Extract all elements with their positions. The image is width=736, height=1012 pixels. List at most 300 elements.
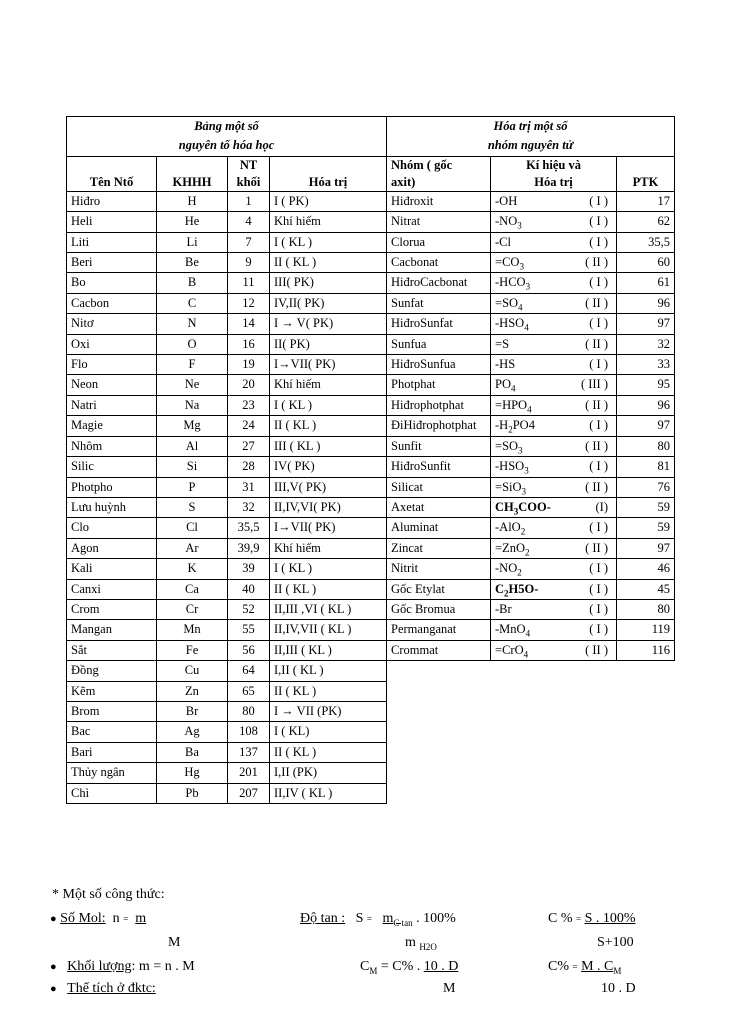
element-mass: 19 [228,355,270,375]
empty-cell [387,681,675,701]
group-valence: ( I ) [589,622,609,637]
concentration-formula-1 [548,910,636,928]
group-formula-tail: H5O- [508,581,539,596]
header-formula-line2: Hóa trị [534,174,573,189]
header-ptk: PTK [617,156,675,191]
group-ptk: 61 [617,273,675,293]
element-name: Brom [67,701,157,721]
group-formula [491,497,617,517]
cpct2-denominator: 10 . D [601,981,636,996]
element-mass: 137 [228,742,270,762]
element-valence: I ( KL ) [270,559,387,579]
mass-formula [50,958,195,976]
table-row [67,273,675,293]
cpct2-numerator [581,959,621,974]
group-formula [491,232,617,252]
group-valence: ( II ) [585,479,609,494]
group-formula-text: =SO [495,438,519,453]
element-valence: I ( KL ) [270,232,387,252]
element-name: Flo [67,355,157,375]
element-symbol: Be [157,253,228,273]
cpct2-lhs: C% [548,959,569,974]
group-valence: ( II ) [585,438,609,453]
group-formula-sub: 2 [517,567,522,578]
group-ptk: 119 [617,620,675,640]
element-name: Nhôm [67,436,157,456]
group-formula-sub: 4 [518,302,523,313]
group-ptk: 35,5 [617,232,675,252]
group-formula [491,273,617,293]
element-symbol: Ar [157,538,228,558]
left-title-line1: Bảng một số [194,119,259,133]
group-formula-text: =SiO [495,479,522,494]
element-valence: I→VII( PK) [270,355,387,375]
cpct1-lhs: C % [548,911,573,926]
table-row [67,599,675,619]
element-symbol: Ca [157,579,228,599]
right-title [387,117,675,157]
group-formula-sub: 3 [525,281,531,292]
element-valence: III,V( PK) [270,477,387,497]
group-name: Gốc Bromua [387,599,491,619]
table-row [67,497,675,517]
element-symbol: Na [157,395,228,415]
element-mass: 11 [228,273,270,293]
group-formula [491,518,617,538]
table-row [67,457,675,477]
header-formula-line1: Kí hiệu và [526,157,581,172]
element-valence: II,IV,VI( PK) [270,497,387,517]
element-valence: I ( KL ) [270,395,387,415]
element-name: Agon [67,538,157,558]
element-symbol: B [157,273,228,293]
group-formula-text: =ZnO [495,540,525,555]
bullet-icon: ● [50,983,57,995]
group-formula-sub: 4 [525,628,531,639]
element-valence: Khí hiếm [270,538,387,558]
element-valence: II,IV,VII ( KL ) [270,620,387,640]
element-valence: Khí hiếm [270,212,387,232]
empty-cell [387,763,675,783]
element-name: Hiđro [67,191,157,211]
header-name: Tên Ntố [67,156,157,191]
group-valence: ( I ) [589,357,609,372]
element-symbol: Si [157,457,228,477]
element-valence: II ( KL ) [270,253,387,273]
element-valence: IV( PK) [270,457,387,477]
element-mass: 31 [228,477,270,497]
group-ptk: 17 [617,191,675,211]
element-mass: 39,9 [228,538,270,558]
solubility-tail: . 100% [416,911,456,926]
element-symbol: Al [157,436,228,456]
group-ptk: 62 [617,212,675,232]
element-name: Photpho [67,477,157,497]
element-name: Đồng [67,661,157,681]
group-formula [491,395,617,415]
element-valence: II,III ( KL ) [270,640,387,660]
group-valence: ( II ) [585,642,609,657]
group-name: Photphat [387,375,491,395]
group-formula-sub: 3 [513,506,519,517]
cm-lhs-sub: M [369,965,378,976]
element-mass: 207 [228,783,270,803]
element-symbol: Cl [157,518,228,538]
formulas-heading: * Một số công thức: [52,887,165,902]
header-symbol: KHHH [157,156,228,191]
element-mass: 20 [228,375,270,395]
element-name: Canxi [67,579,157,599]
element-symbol: O [157,334,228,354]
group-formula [491,293,617,313]
element-valence: II( PK) [270,334,387,354]
table-row [67,395,675,415]
element-name: Kẽm [67,681,157,701]
group-formula [491,314,617,334]
table-row [67,620,675,640]
table-row [67,763,675,783]
table-row [67,742,675,762]
table-row [67,640,675,660]
element-name: Nitơ [67,314,157,334]
element-symbol: Cu [157,661,228,681]
cm-rest: = C% . [380,959,421,974]
left-title [67,117,387,157]
cpct2-eq: = [572,962,578,972]
cpct2-num-text: M . C [581,959,614,974]
element-name: Lưu huỳnh [67,497,157,517]
group-formula-sub: 4 [527,404,532,415]
solubility-S: S [355,911,364,926]
empty-cell [387,661,675,681]
element-mass: 201 [228,763,270,783]
group-formula-tail: PO4 [512,418,535,433]
group-formula [491,477,617,497]
table-row [67,375,675,395]
element-symbol: Hg [157,763,228,783]
molarity-formula [360,958,458,976]
mass-rest: : m = n . M [131,959,195,974]
group-name: Hiđroxit [387,191,491,211]
group-ptk: 46 [617,559,675,579]
group-ptk: 45 [617,579,675,599]
solubility-denominator [405,934,437,952]
element-mass: 7 [228,232,270,252]
element-symbol: Pb [157,783,228,803]
element-mass: 24 [228,416,270,436]
group-ptk: 80 [617,436,675,456]
group-name: ĐiHiđrophotphat [387,416,491,436]
group-formula-text: =CO [495,255,520,270]
element-valence: III ( KL ) [270,436,387,456]
table-row [67,477,675,497]
cm-denominator: M [443,981,456,996]
group-name: Axetat [387,497,491,517]
group-valence: ( III ) [580,377,609,392]
volume-label: Thể tích ở đktc: [67,981,156,996]
group-ptk: 116 [617,640,675,660]
empty-cell [387,742,675,762]
element-name: Bo [67,273,157,293]
group-valence: ( II ) [585,397,609,412]
group-ptk: 59 [617,518,675,538]
group-formula-text: C [495,581,505,596]
group-formula [491,212,617,232]
group-valence: ( I ) [589,214,609,229]
header-group [387,156,491,191]
group-formula [491,416,617,436]
element-mass: 65 [228,681,270,701]
element-valence: II,IV ( KL ) [270,783,387,803]
table-row [67,293,675,313]
group-ptk: 76 [617,477,675,497]
element-name: Bac [67,722,157,742]
group-name: HiđroSunfua [387,355,491,375]
empty-cell [387,722,675,742]
element-symbol: N [157,314,228,334]
group-name: Clorua [387,232,491,252]
group-valence: ( I ) [589,275,609,290]
group-valence: ( I ) [589,581,609,596]
table-row [67,436,675,456]
group-formula-text: PO [495,377,511,392]
group-valence: ( II ) [585,295,609,310]
element-symbol: K [157,559,228,579]
solubility-num-m: m [382,911,394,926]
group-formula-text: =CrO [495,642,524,657]
group-ptk: 96 [617,293,675,313]
mol-m: m [135,911,147,926]
element-name: Crom [67,599,157,619]
element-valence: I → VII (PK) [270,701,387,721]
element-name: Sắt [67,640,157,660]
table-row [67,722,675,742]
group-valence: ( II ) [585,540,609,555]
group-ptk: 33 [617,355,675,375]
group-formula-text: -NO [495,561,518,576]
group-valence: ( I ) [589,520,609,535]
group-ptk: 32 [617,334,675,354]
element-name: Magie [67,416,157,436]
element-valence: I → V( PK) [270,314,387,334]
element-mass: 80 [228,701,270,721]
element-symbol: Mg [157,416,228,436]
mol-formula [50,910,146,928]
element-symbol: Ne [157,375,228,395]
group-formula-text: -HCO [495,275,526,290]
group-formula [491,559,617,579]
element-valence: II ( KL ) [270,416,387,436]
element-mass: 35,5 [228,518,270,538]
table-row [67,232,675,252]
group-name: Sunfat [387,293,491,313]
group-formula-sub: 4 [523,649,529,660]
group-ptk: 59 [617,497,675,517]
element-valence: II,III ,VI ( KL ) [270,599,387,619]
group-ptk: 60 [617,253,675,273]
element-symbol: C [157,293,228,313]
element-mass: 16 [228,334,270,354]
element-mass: 55 [228,620,270,640]
element-mass: 4 [228,212,270,232]
group-formula-text: CH [495,499,514,514]
right-title-line2: nhóm nguyên tử [487,138,574,153]
group-name: HiđroSunfit [387,457,491,477]
group-valence: ( II ) [585,336,609,351]
element-mass: 1 [228,191,270,211]
group-valence: ( I ) [589,234,609,249]
group-formula [491,620,617,640]
header-mass-line1: NT [239,157,258,172]
header-row [67,156,675,191]
title-row [67,117,675,157]
element-symbol: Ag [157,722,228,742]
group-formula [491,599,617,619]
element-valence: II ( KL ) [270,742,387,762]
solubility-label: Độ tan : [300,911,346,926]
group-ptk: 97 [617,416,675,436]
element-valence: II ( KL ) [270,579,387,599]
cpct1-eq: = [576,914,582,924]
element-name: Neon [67,375,157,395]
header-valence: Hóa trị [270,156,387,191]
element-symbol: H [157,191,228,211]
element-mass: 52 [228,599,270,619]
cpct1-numerator: S . 100% [584,911,636,926]
group-formula-text: =SO [495,295,519,310]
mol-label: Số Mol: [60,911,106,926]
mol-eq: = [123,914,129,924]
table-row [67,253,675,273]
table-row [67,212,675,232]
group-formula [491,640,617,660]
group-valence: ( I ) [589,316,609,331]
element-symbol: He [157,212,228,232]
element-name: Bari [67,742,157,762]
group-formula [491,375,617,395]
element-mass: 108 [228,722,270,742]
group-formula-sub: 3 [524,465,529,476]
cm-lhs: C [360,959,370,974]
group-ptk: 81 [617,457,675,477]
header-mass-line2: khối [236,174,261,189]
group-ptk: 97 [617,314,675,334]
element-valence: I ( PK) [270,191,387,211]
group-formula-text: -HSO [495,316,525,331]
group-formula [491,334,617,354]
element-mass: 14 [228,314,270,334]
element-valence: I,II (PK) [270,763,387,783]
element-name: Oxi [67,334,157,354]
header-mass [228,156,270,191]
group-name: Nitrat [387,212,491,232]
group-name: Hiđrophotphat [387,395,491,415]
group-formula-sub: 2 [520,526,526,537]
cpct1-denominator: S+100 [597,935,634,950]
element-symbol: Fe [157,640,228,660]
solubility-num-sub: C tan [393,917,413,928]
group-formula-sub: 3 [519,261,524,272]
element-mass: 27 [228,436,270,456]
group-formula-text: -Br [495,601,512,616]
table-row [67,661,675,681]
table-row [67,783,675,803]
group-ptk: 80 [617,599,675,619]
group-name: Crommat [387,640,491,660]
group-formula-text: -AlO [495,520,521,535]
element-mass: 28 [228,457,270,477]
group-formula-text: =HPO [495,397,528,412]
element-name: Heli [67,212,157,232]
group-valence: ( I ) [589,601,609,616]
element-name: Mangan [67,620,157,640]
group-formula-text: =S [495,336,510,351]
cm-numerator: 10 . D [423,959,459,974]
element-symbol: Mn [157,620,228,640]
element-name: Cacbon [67,293,157,313]
group-name: Gốc Etylat [387,579,491,599]
element-symbol: F [157,355,228,375]
group-name: Nitrit [387,559,491,579]
cpct2-num-sub: M [613,965,622,976]
empty-cell [387,783,675,803]
group-formula-text: -H [495,418,509,433]
element-symbol: Li [157,232,228,252]
element-mass: 12 [228,293,270,313]
group-formula-text: -HS [495,357,516,372]
header-group-line2: axit) [391,174,416,189]
volume-formula [50,980,156,998]
group-name: Sunfit [387,436,491,456]
element-symbol: S [157,497,228,517]
group-formula-sub: 4 [524,322,529,333]
mol-denominator: M [168,935,181,950]
element-symbol: Br [157,701,228,721]
element-name: Natri [67,395,157,415]
group-name: HiđroSunfat [387,314,491,334]
header-group-line1: Nhóm ( gốc [391,157,453,172]
table-row [67,559,675,579]
solubility-numerator [382,911,412,926]
group-formula [491,436,617,456]
element-mass: 64 [228,661,270,681]
bullet-icon: ● [50,961,57,973]
element-valence: Khí hiếm [270,375,387,395]
group-ptk: 96 [617,395,675,415]
table-row [67,518,675,538]
header-formula [491,156,617,191]
group-formula [491,579,617,599]
concentration-formula-2 [548,958,621,976]
group-name: Cacbonat [387,253,491,273]
group-valence: ( II ) [585,255,609,270]
group-formula [491,538,617,558]
group-name: HiđroCacbonat [387,273,491,293]
element-valence: I,II ( KL ) [270,661,387,681]
table-row [67,681,675,701]
group-formula-sub: 3 [518,445,523,456]
solubility-formula [300,910,456,928]
group-name: Zincat [387,538,491,558]
element-valence: II ( KL ) [270,681,387,701]
element-name: Beri [67,253,157,273]
group-valence: ( I ) [589,459,609,474]
right-title-line1: Hóa trị một số [493,119,568,133]
group-name: Silicat [387,477,491,497]
element-valence: I→VII( PK) [270,518,387,538]
group-formula-tail: COO- [518,499,551,514]
table-row [67,334,675,354]
